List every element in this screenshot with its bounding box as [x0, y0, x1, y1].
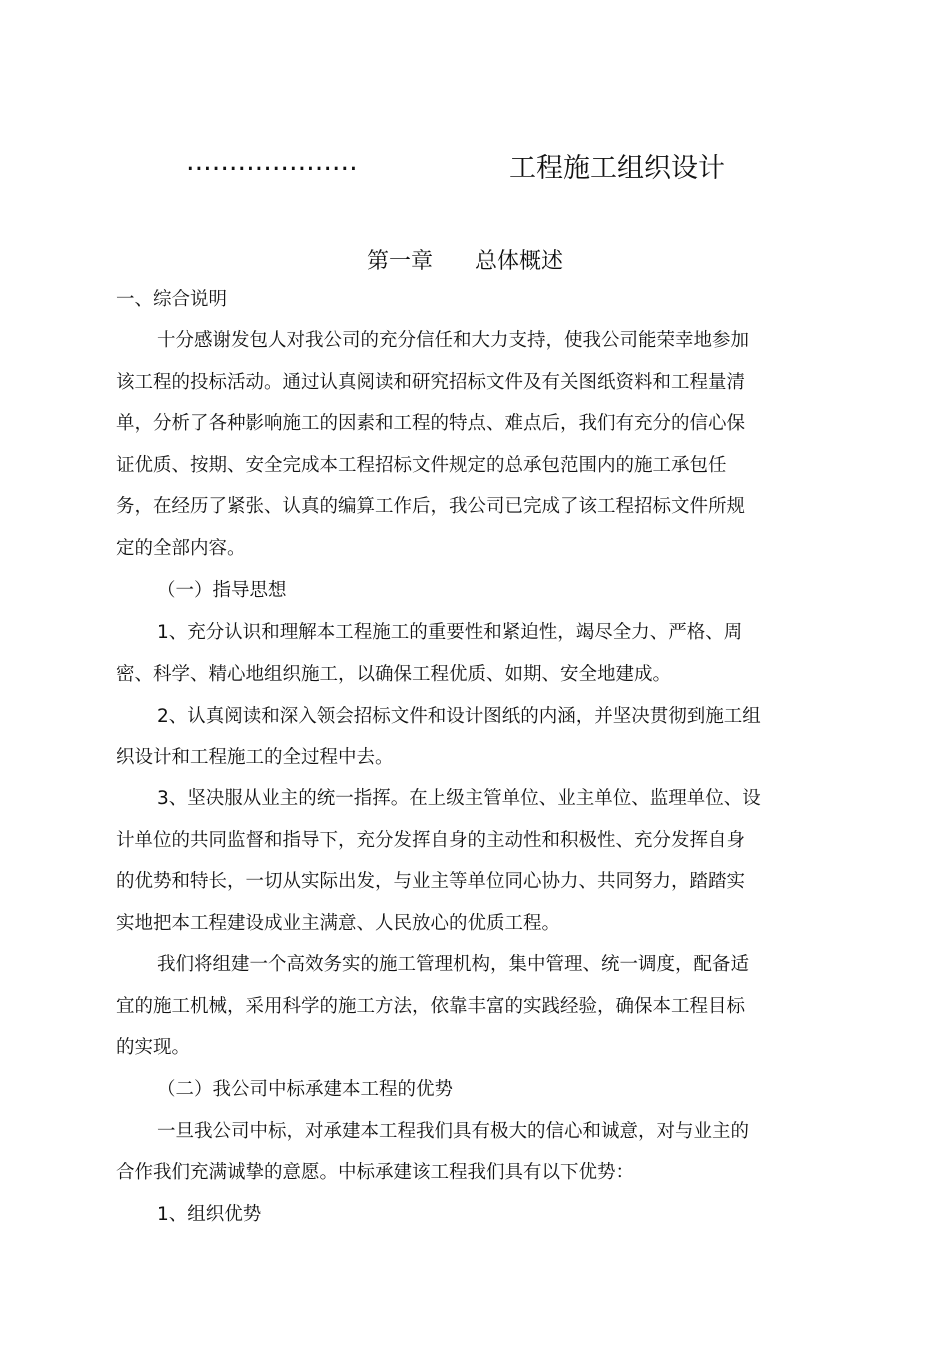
paragraph-line: 定的全部内容。 [116, 538, 246, 559]
chapter-heading: 第一章 总体概述 [367, 249, 563, 274]
paragraph-line: 的实现。 [116, 1037, 191, 1058]
title-dots: .................... [186, 146, 358, 177]
paragraph-line: 1、充分认识和理解本工程施工的重要性和紧迫性，竭尽全力、严格、周 [157, 622, 743, 643]
section-heading: 一、综合说明 [116, 289, 228, 310]
paragraph-line: 一旦我公司中标，对承建本工程我们具有极大的信心和诚意，对与业主的 [157, 1121, 750, 1142]
paragraph-line: 十分感谢发包人对我公司的充分信任和大力支持，使我公司能荣幸地参加 [157, 330, 750, 351]
paragraph-line: 该工程的投标活动。通过认真阅读和研究招标文件及有关图纸资料和工程量清 [116, 372, 746, 393]
paragraph-line: 3、坚决服从业主的统一指挥。在上级主管单位、业主单位、监理单位、设 [157, 788, 761, 809]
paragraph-line: 证优质、按期、安全完成本工程招标文件规定的总承包范围内的施工承包任 [116, 455, 727, 476]
subsection-heading: （二）我公司中标承建本工程的优势 [157, 1079, 454, 1100]
paragraph-line: 宜的施工机械，采用科学的施工方法，依靠丰富的实践经验，确保本工程目标 [116, 996, 746, 1017]
paragraph-line: 的优势和特长，一切从实际出发，与业主等单位同心协力、共同努力，踏踏实 [116, 871, 746, 892]
list-item-heading: 1、组织优势 [157, 1204, 262, 1225]
paragraph-line: 务，在经历了紧张、认真的编算工作后，我公司已完成了该工程招标文件所规 [116, 496, 746, 517]
paragraph-line: 织设计和工程施工的全过程中去。 [116, 747, 394, 768]
paragraph-line: 合作我们充满诚挚的意愿。中标承建该工程我们具有以下优势： [116, 1162, 635, 1183]
subsection-heading: （一）指导思想 [157, 580, 287, 601]
paragraph-line: 实地把本工程建设成业主满意、人民放心的优质工程。 [116, 913, 561, 934]
paragraph-line: 我们将组建一个高效务实的施工管理机构，集中管理、统一调度，配备适 [157, 954, 750, 975]
paragraph-line: 单，分析了各种影响施工的因素和工程的特点、难点后，我们有充分的信心保 [116, 413, 746, 434]
paragraph-line: 2、认真阅读和深入领会招标文件和设计图纸的内涵，并坚决贯彻到施工组 [157, 706, 761, 727]
paragraph-line: 密、科学、精心地组织施工，以确保工程优质、如期、安全地建成。 [116, 664, 672, 685]
paragraph-line: 计单位的共同监督和指导下，充分发挥自身的主动性和积极性、充分发挥自身 [116, 830, 746, 851]
document-title: 工程施工组织设计 [509, 153, 725, 184]
